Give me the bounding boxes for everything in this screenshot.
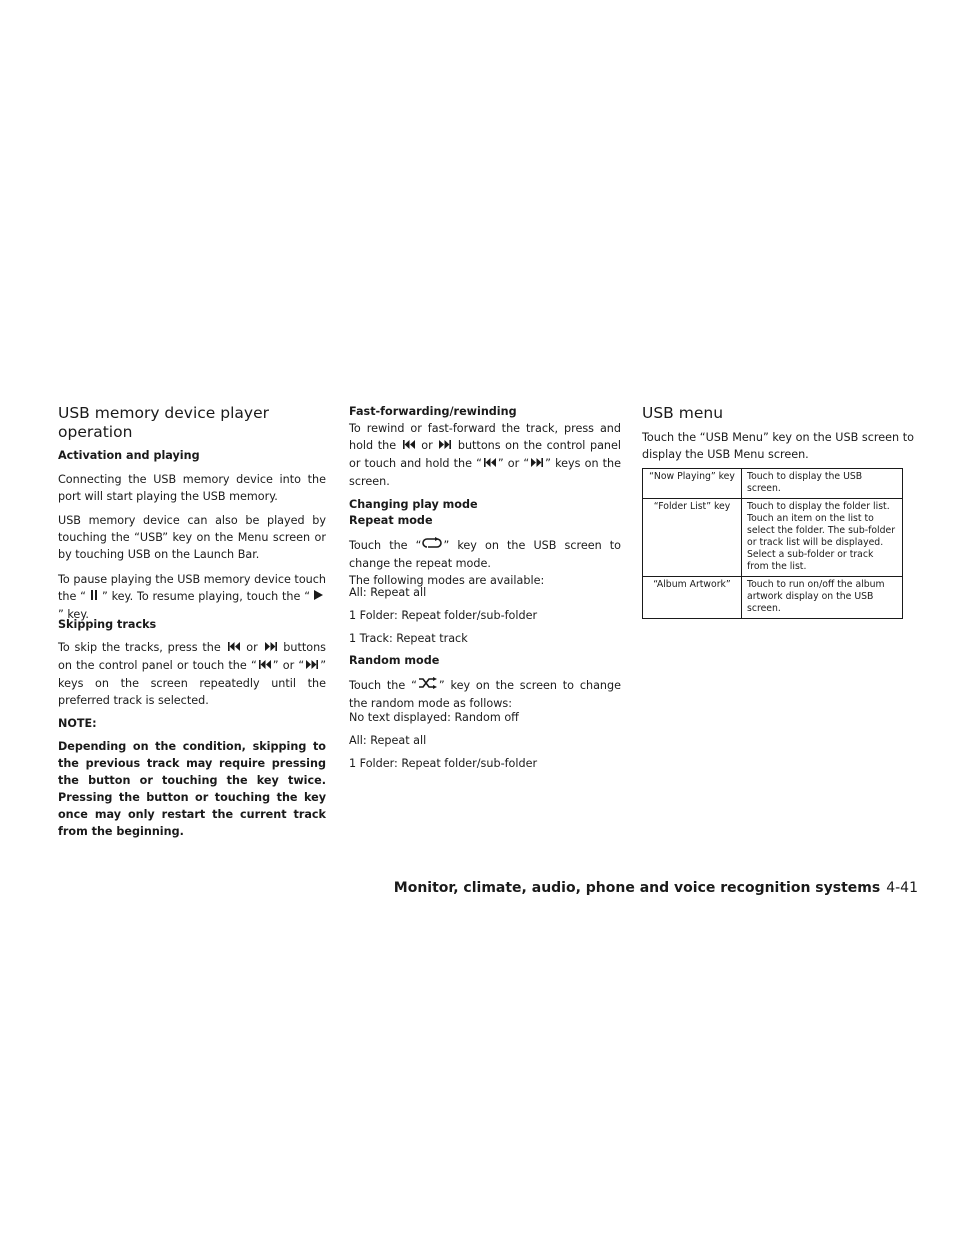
page-footer	[394, 879, 918, 897]
skip-next-icon	[529, 456, 545, 473]
chapter-title: Monitor, climate, audio, phone and voice recognition systems	[393, 880, 881, 896]
heading-note: NOTE:	[58, 717, 97, 730]
skip-previous-icon	[257, 658, 273, 675]
skip-previous-icon	[226, 640, 242, 657]
table-row	[643, 577, 903, 619]
pause-icon	[86, 589, 102, 606]
skip-next-icon	[437, 438, 453, 455]
paragraph-menu-screen: USB memory device can also be played by touching the “USB” key on the Menu screen or by touching USB on the Launch Bar.	[58, 514, 326, 561]
table-cell-desc: Touch to run on/off the album artwork display on the USB screen.	[742, 577, 903, 619]
skip-previous-icon	[401, 438, 417, 455]
table-cell-key: “Folder List” key	[643, 499, 742, 577]
note-text: Depending on the condition, skipping to the previous track may require pressing the button or touching the key twice. Pressing the button or touching the key once may only restart the current track from the beginning.	[58, 740, 326, 838]
paragraph-rewind: To rewind or fast-forward the track, press and hold the or buttons on the control panel or touch and hold the “ ” or “ ” keys on the screen.	[349, 422, 622, 488]
usb-menu-table	[642, 468, 903, 619]
table-row	[643, 469, 903, 499]
heading-repeat-mode: Repeat mode	[349, 514, 433, 527]
skip-next-icon	[263, 640, 279, 657]
paragraph-usb-menu: Touch the “USB Menu” key on the USB screen to display the USB Menu screen.	[642, 431, 914, 461]
heading-change-mode: Changing play mode	[349, 498, 478, 511]
paragraph-random: Touch the “ ” key on the screen to change the random mode as follows:	[349, 679, 621, 710]
table-row	[643, 499, 903, 577]
repeat-option-all: All: Repeat all	[349, 586, 427, 599]
paragraph-repeat: Touch the “ ” key on the USB screen to change the repeat mode. The following modes are available:	[349, 539, 621, 587]
heading-skipping: Skipping tracks	[58, 618, 157, 631]
section-title-usb-player: USB memory device player operation	[58, 404, 269, 441]
heading-random-mode: Random mode	[349, 654, 440, 667]
table-cell-desc: Touch to display the folder list. Touch an item on the list to select the folder. The sub-folder or track list will be displayed. Select a sub-folder or track from the list.	[742, 499, 903, 577]
paragraph-pause: To pause playing the USB memory device touch the “ ” key. To resume playing, touch the “” key.	[58, 573, 326, 621]
repeat-option-folder: 1 Folder: Repeat folder/sub-folder	[349, 609, 538, 622]
heading-fast-forward: Fast-forwarding/rewinding	[349, 405, 517, 418]
table-cell-key: “Now Playing” key	[643, 469, 742, 499]
repeat-option-track: 1 Track: Repeat track	[349, 632, 468, 645]
skip-next-icon	[304, 658, 320, 675]
page-number: 4-41	[886, 880, 918, 896]
table-cell-key: “Album Artwork”	[643, 577, 742, 619]
repeat-icon	[421, 537, 443, 555]
random-option-folder: 1 Folder: Repeat folder/sub-folder	[349, 757, 538, 770]
paragraph-skip: To skip the tracks, press the or buttons on the control panel or touch the “ ” or “ ” keys on the screen repeatedly until the preferred track is selected.	[58, 641, 327, 707]
random-option-all: All: Repeat all	[349, 734, 427, 747]
random-option-off: No text displayed: Random off	[349, 711, 519, 724]
paragraph-connecting: Connecting the USB memory device into the port will start playing the USB memory.	[58, 473, 326, 503]
shuffle-icon	[417, 677, 439, 695]
play-icon	[310, 589, 326, 606]
table-cell-desc: Touch to display the USB screen.	[742, 469, 903, 499]
skip-previous-icon	[482, 456, 498, 473]
section-title-usb-menu: USB menu	[642, 404, 724, 422]
heading-activation: Activation and playing	[58, 449, 200, 462]
